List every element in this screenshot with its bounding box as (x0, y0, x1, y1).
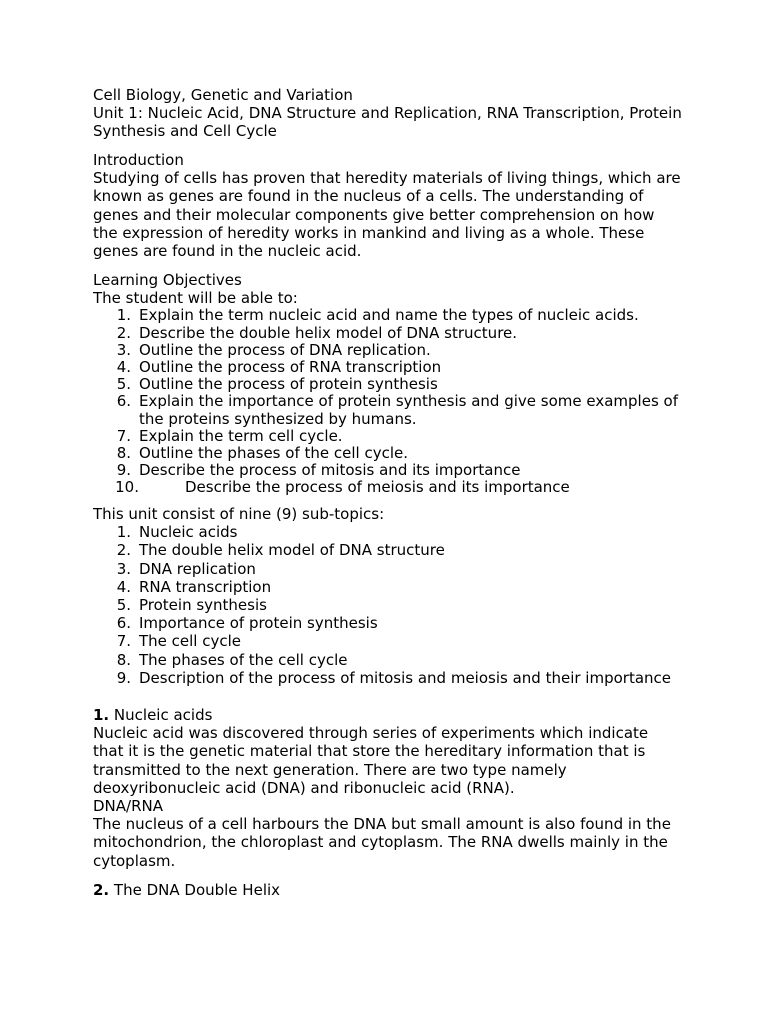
list-text: Protein synthesis (139, 596, 267, 615)
list-item (93, 614, 683, 632)
list-item (93, 669, 683, 687)
section-number: 1. (93, 706, 110, 724)
list-number: 1. (116, 523, 131, 542)
list-number: 4. (116, 577, 131, 596)
list-text: Outline the process of protein synthesis (139, 375, 438, 394)
list-item (93, 428, 683, 445)
list-number: 9. (116, 461, 131, 480)
learning-objectives-lead: The student will be able to: (93, 289, 298, 308)
course-title: Cell Biology, Genetic and Variation (93, 86, 353, 104)
list-text: Explain the term nucleic acid and name the types of nucleic acids. (139, 306, 639, 325)
list-text: Outline the process of RNA transcription (139, 358, 442, 377)
section-nucleic-acids (93, 706, 683, 870)
section-subheading: DNA/RNA (93, 797, 163, 816)
list-item (93, 462, 683, 479)
list-item (93, 342, 683, 359)
list-item (93, 578, 683, 596)
list-number: 3. (116, 559, 131, 578)
list-item (93, 307, 683, 324)
list-number: 1. (116, 306, 131, 325)
section-heading (93, 881, 683, 899)
list-text: Description of the process of mitosis and meiosis and their importance (139, 668, 671, 687)
list-item (93, 523, 683, 541)
list-text: RNA transcription (139, 577, 272, 596)
list-number: 5. (116, 596, 131, 615)
list-number: 7. (116, 426, 131, 445)
list-text: Explain the term cell cycle. (139, 426, 343, 445)
list-text: The double helix model of DNA structure (139, 541, 445, 560)
list-number: 10. (115, 478, 139, 497)
list-number: 6. (116, 392, 131, 411)
unit-title: Unit 1: Nucleic Acid, DNA Structure and Replication, RNA Transcription, Protein Synthesis and Cell Cycle (93, 104, 682, 141)
list-text: Outline the phases of the cell cycle. (139, 444, 408, 463)
list-text: Outline the process of DNA replication. (139, 340, 431, 359)
list-number: 7. (116, 632, 131, 651)
document-header (93, 86, 683, 141)
section-dna-double-helix (93, 881, 683, 899)
list-number: 4. (116, 358, 131, 377)
list-text: Describe the process of meiosis and its importance (185, 478, 570, 497)
list-text: The cell cycle (139, 632, 242, 651)
list-item (93, 376, 683, 393)
list-item (93, 325, 683, 342)
list-text: Importance of protein synthesis (139, 614, 378, 633)
subtopics-lead: This unit consist of nine (9) sub-topics: (93, 505, 385, 523)
section-title: Nucleic acids (113, 706, 213, 724)
list-number: 3. (116, 340, 131, 359)
section-heading (93, 706, 683, 724)
list-item (93, 596, 683, 614)
section-paragraph: The nucleus of a cell harbours the DNA but small amount is also found in the mitochondrion, the chloroplast and cytoplasm. The RNA dwells mainly in the cytoplasm. (93, 815, 671, 870)
list-text: DNA replication (139, 559, 256, 578)
section-number: 2. (93, 881, 110, 899)
section-paragraph: Nucleic acid was discovered through series of experiments which indicate that it is the genetic material that store the hereditary information that is transmitted to the next generation. There are two type namely deoxyribonucleic acid (DNA) and ribonucleic acid (RNA). (93, 724, 649, 797)
list-number: 2. (116, 323, 131, 342)
introduction-heading: Introduction (93, 151, 184, 169)
learning-objectives-list (93, 307, 683, 496)
subtopics-section (93, 505, 683, 687)
list-item (93, 479, 683, 496)
list-number: 5. (116, 375, 131, 394)
list-item (93, 632, 683, 650)
list-item (93, 560, 683, 578)
list-number: 8. (116, 444, 131, 463)
list-number: 9. (116, 668, 131, 687)
subtopics-list (93, 523, 683, 687)
list-number: 6. (116, 614, 131, 633)
list-text: Explain the importance of protein synthesis and give some examples of the proteins synthesized by humans. (139, 392, 678, 428)
introduction-body: Studying of cells has proven that heredity materials of living things, which are known as genes are found in the nucleus of a cells. The understanding of genes and their molecular components give better comprehension on how the expression of heredity works in mankind and living as a whole. These genes are found in the nucleic acid. (93, 169, 681, 261)
list-item (93, 445, 683, 462)
list-item (93, 541, 683, 559)
learning-objectives-heading: Learning Objectives (93, 271, 242, 289)
list-text: Nucleic acids (139, 523, 238, 542)
list-text: Describe the double helix model of DNA structure. (139, 323, 518, 342)
section-title: The DNA Double Helix (113, 881, 281, 899)
list-number: 8. (116, 650, 131, 669)
list-number: 2. (116, 541, 131, 560)
list-item (93, 359, 683, 376)
list-text: The phases of the cell cycle (139, 650, 348, 669)
list-item (93, 651, 683, 669)
learning-objectives-section (93, 271, 683, 497)
list-item (93, 393, 683, 427)
list-text: Describe the process of mitosis and its importance (139, 461, 521, 480)
introduction-section (93, 151, 683, 260)
